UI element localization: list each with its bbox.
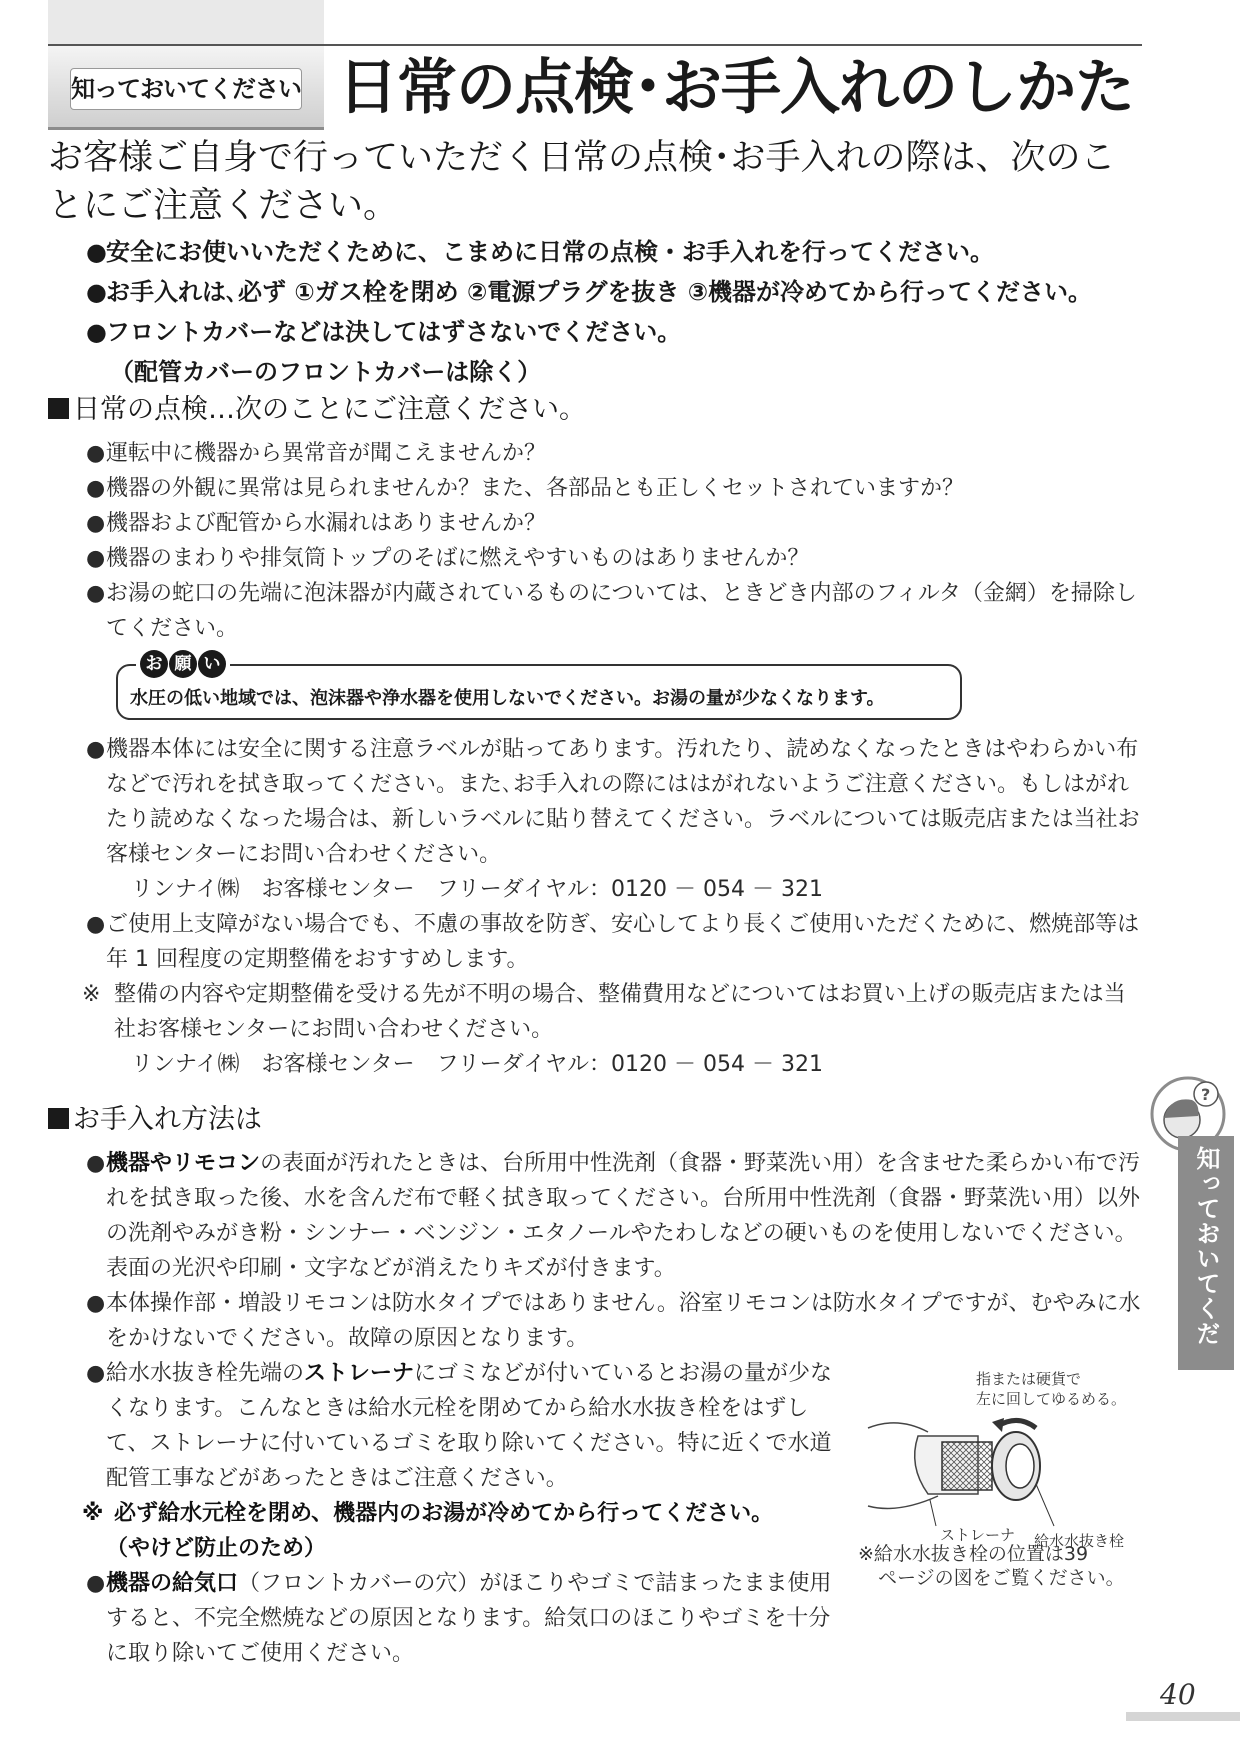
top-bullet: ● お手入れは､必ず ①ガス栓を閉め ②電源プラグを抜き ③機器が冷めてから行ってください。	[86, 278, 1093, 306]
page-header	[48, 46, 1142, 130]
warning-item: ※ 必ず給水元栓を閉め、機器内のお湯が冷めてから行ってください。	[82, 1501, 774, 1526]
strainer-mesh	[942, 1442, 992, 1490]
lead-text: お客様ご自身で行っていただく日常の点検･お手入れの際は、次のことにご注意ください。	[48, 138, 1116, 226]
list-item: ● 機器本体には安全に関する注意ラベルが貼ってあります。汚れたり、読めなくなったときはやわらかい布などで汚れを拭き取ってください。また､お手入れの際にははがれないようご注意ください。もしはがれたり読めなくなった場合は、新しいラベルに貼り替えてください。ラベルについては販売店または当社お客様センターにお問い合わせください。	[86, 737, 1140, 867]
figure-instruction-1: 指または硬貨で	[976, 1370, 1082, 1388]
figure-instruction-2: 左に回してゆるめる。	[976, 1390, 1127, 1408]
label-drain-plug: 給水水抜き栓	[1034, 1532, 1125, 1550]
footer-band	[1126, 1712, 1240, 1721]
note-item: ※ 整備の内容や定期整備を受ける先が不明の場合、整備費用などについてはお買い上げの販売店または当社お客様センターにお問い合わせください。	[82, 982, 1126, 1042]
svg-text:?: ?	[1201, 1085, 1211, 1104]
square-bullet-icon	[48, 1108, 69, 1129]
contact-line: リンナイ㈱ お客様センター フリーダイヤル：0120 － 054 － 321	[131, 1052, 823, 1077]
page-number: 40	[1160, 1678, 1196, 1711]
page-title: 日常の点検･お手入れのしかた	[338, 53, 1134, 123]
list-item: ● 機器のまわりや排気筒トップのそばに燃えやすいものはありませんか？	[86, 546, 810, 571]
request-notice	[116, 654, 962, 720]
side-tab-label: 知っておいてください	[1136, 1146, 1220, 1346]
rotate-arrow-icon	[998, 1420, 1036, 1428]
request-badge: お 願 い	[136, 650, 230, 678]
figure-caption: ※給水水抜き栓の位置は39 ページの図をご覧ください。	[858, 1543, 1125, 1589]
list-item: ● ご使用上支障がない場合でも、不慮の事故を防ぎ、安心してより長くご使用いただくために、燃焼部等は年 1 回程度の定期整備をおすすめします。	[86, 912, 1140, 972]
list-item: ● 機器および配管から水漏れはありませんか？	[86, 511, 547, 536]
inspection-list-continued	[82, 732, 1146, 1082]
care-list	[86, 1146, 1146, 1356]
section-heading-inspection: 日常の点検…次のことにご注意ください。	[48, 390, 586, 430]
top-band	[48, 0, 324, 44]
section-heading-care: お手入れ方法は	[48, 1100, 262, 1140]
section-tag: 知っておいてください	[70, 68, 302, 110]
top-bullet: ● フロントカバーなどは決してはずさないでください。 （配管カバーのフロントカバーは除く）	[86, 318, 682, 386]
notice-text: 水圧の低い地域では、泡沫器や浄水器を使用しないでください。お湯の量が少なくなります。	[130, 688, 885, 709]
list-item: ● 本体操作部・増設リモコンは防水タイプではありません。浴室リモコンは防水タイプですが、むやみに水をかけないでください。故障の原因となります。	[86, 1291, 1141, 1351]
list-item: ● 運転中に機器から異常音が聞こえませんか？	[86, 441, 547, 466]
list-item: ● 給水水抜き栓先端のストレーナにゴミなどが付いているとお湯の量が少なくなります。こんなときは給水元栓を閉めてから給水水抜き栓をはずして、ストレーナに付いているゴミを取り除いてください。特に近くで水道配管工事などがあったときはご注意ください。	[86, 1361, 833, 1491]
contact-line: リンナイ㈱ お客様センター フリーダイヤル：0120 － 054 － 321	[131, 877, 823, 902]
label-strainer: ストレーナ	[940, 1526, 1016, 1544]
list-item: ● 機器の外観に異常は見られませんか？また、各部品とも正しくセットされていますか？	[86, 476, 965, 501]
care-list-strainer	[82, 1356, 846, 1671]
square-bullet-icon	[48, 398, 69, 419]
list-item: ● 機器やリモコンの表面が汚れたときは、台所用中性洗剤（食器・野菜洗い用）を含ませた柔らかい布で汚れを拭き取った後、水を含んだ布で軽く拭き取ってください。台所用中性洗剤（食器・野菜洗い用）以外の洗剤やみがき粉・シンナー・ベンジン・エタノールやたわしなどの硬いものを使用しないでください。表面の光沢や印刷・文字などが消えたりキズが付きます。	[86, 1151, 1141, 1281]
top-bullet-list	[86, 232, 1146, 392]
top-bullet: ● 安全にお使いいただくために、こまめに日常の点検・お手入れを行ってください。	[86, 238, 994, 266]
list-item: ● お湯の蛇口の先端に泡沫器が内蔵されているものについては、ときどき内部のフィルタ（金網）を掃除してください。	[86, 581, 1137, 641]
side-tab	[1136, 1136, 1234, 1370]
section-tag-box	[48, 46, 324, 130]
inspection-list	[86, 436, 1146, 646]
list-item: ● 機器の給気口（フロントカバーの穴）がほこりやゴミで詰まったまま使用すると、不完全燃焼などの原因となります。給気口のほこりやゴミを十分に取り除いてご使用ください。	[86, 1571, 832, 1666]
warning-item-sub: （やけど防止のため）	[106, 1536, 327, 1561]
